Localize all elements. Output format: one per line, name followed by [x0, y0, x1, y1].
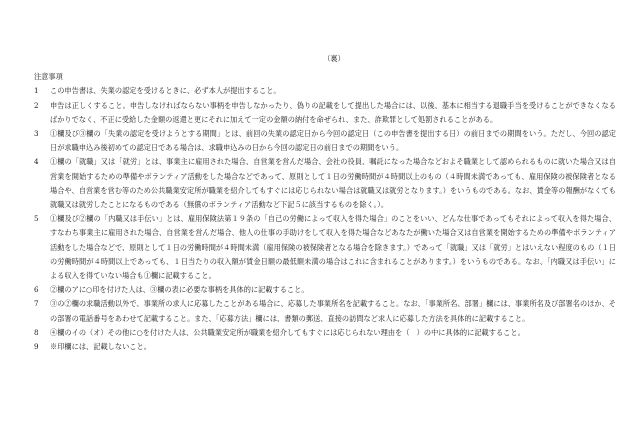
- item-number: 4: [34, 157, 39, 167]
- item-number: 6: [34, 285, 39, 295]
- item-number: 8: [34, 327, 39, 337]
- item-text: ④欄のイの（オ）その他に○を付けた人は、公共職業安定所が職業を紹介してもすぐには応じられない理由を（ ）の中に具体的に記載すること。: [50, 327, 525, 337]
- item-text: ※印欄には、記載しないこと。: [50, 342, 151, 352]
- page-header: （裏）: [323, 54, 345, 63]
- list-item: [34, 212, 616, 283]
- item-text: ②欄のアに○印を付けた人は、③欄の表に必要な事柄を具体的に記載すること。: [50, 285, 309, 295]
- list-item: [34, 84, 616, 98]
- list-item: [34, 283, 616, 297]
- item-number: 7: [34, 299, 39, 309]
- item-number: 1: [34, 86, 39, 96]
- list-item: [34, 326, 616, 340]
- item-text: この申告書は、失業の認定を受けるときに、必ず本人が提出すること。: [50, 86, 281, 96]
- item-number: 5: [34, 214, 39, 224]
- notes-title: 注意事項: [34, 72, 63, 82]
- list-item: [34, 340, 616, 354]
- item-number: 3: [34, 129, 39, 139]
- list-item: [34, 127, 616, 155]
- list-item: [34, 99, 616, 127]
- item-text: ①欄及び②欄の「内職又は手伝い」とは、雇用保険法第１９条の「自己の労働によって収入を得た場合」のことをいい、どんな仕事であってもそれによって収入を得た場合、すなわち事業主に雇用された場合、自営業を営んだ場合、他人の仕事の手助けをして収入を得た場合などあなたが働いた場合又は自営業を開始するための準備やボランティア活動をした場合などで、原則として１日の労働時間が４時間未満（雇用保険の被保険者となる場合を除きます。）であって「就職」又は「就労」とはいえない程度のもの（１日の労働時間が４時間以上であっても、１日当たりの収入額が賃金日額の最低額未満の場合はこれに含まれることがあります。）をいうものである。なお、「内職又は手伝い」による収入を得ていない場合も①欄に記載すること。: [50, 214, 616, 281]
- item-text: ①欄及び③欄の「失業の認定を受けようとする期間」とは、前回の失業の認定日から今回の認定日（この申告書を提出する日）の前日までの期間をいう。ただし、今回の認定日が求職申込み後初めての認定日である場合は、求職申込みの日から今回の認定日の前日までの期間をいう。: [50, 129, 616, 153]
- item-text: ③の②欄の求職活動以外で、事業所の求人に応募したことがある場合に、応募した事業所名を記載すること。なお、「事業所名、部署」欄には、事業所名及び部署名のほか、その部署の電話番号をあわせて記載すること。また、「応募方法」欄には、書類の郵送、直接の訪問など求人に応募した方法を具体的に記載すること。: [50, 299, 616, 323]
- item-number: 9: [34, 342, 39, 352]
- list-item: [34, 297, 616, 325]
- item-text: 申告は正しくすること。申告しなければならない事柄を申告しなかったり、偽りの記載をして提出した場合には、以後、基本に相当する退職手当を受けることができなくなるばかりでなく、不正に受給した金額の返還と更にそれに加えて一定の金額の納付を命ぜられ、また、詐欺罪として処罰されることがある。: [50, 100, 616, 124]
- list-item: [34, 155, 616, 212]
- item-number: 2: [34, 100, 39, 110]
- item-text: ①欄の「就職」又は「就労」とは、事業主に雇用された場合、自営業を営んだ場合、会社の役員、嘱託になった場合などおよそ職業として認められるものに就いた場合又は自営業を開始するための準備やボランティア活動をした場合などであって、原則として１日の労働時間が４時間以上のもの（４時間未満であっても、雇用保険の被保険者となる場合や、自営業を営む等のため公共職業安定所が職業を紹介してもすぐには応じられない場合は就職又は就労となります。）をいうものである。なお、賃金等の報酬がなくても就職又は就労したことになるものである（無償のボランティア活動など下記５に該当するものを除く。）。: [50, 157, 616, 210]
